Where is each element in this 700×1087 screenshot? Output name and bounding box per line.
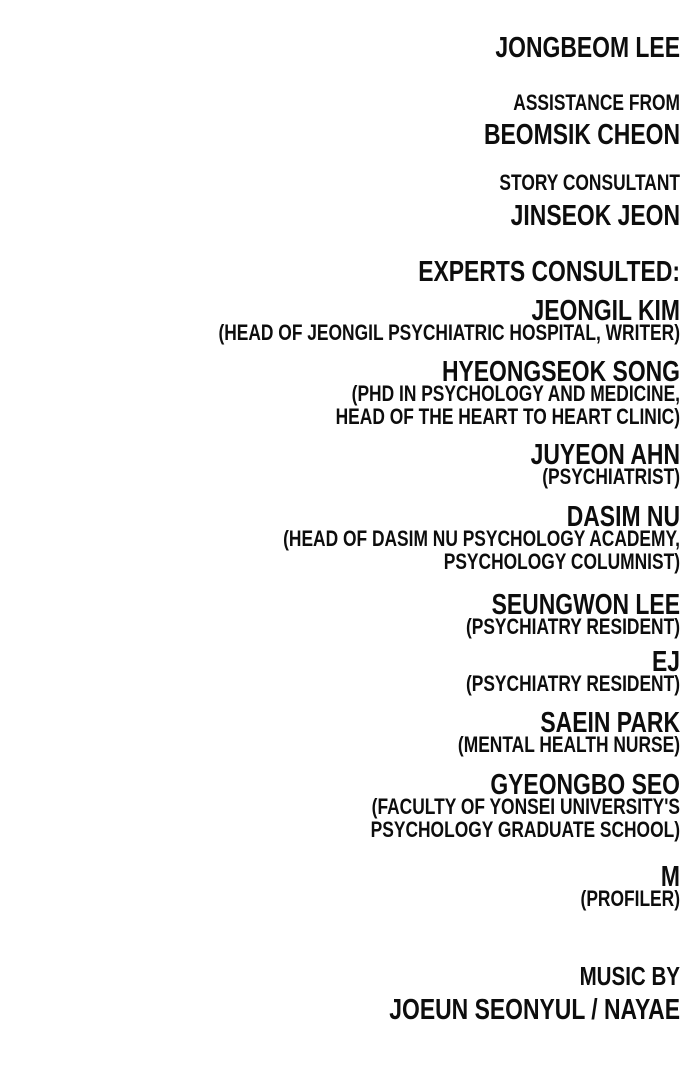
expert-detail: (PROFILER) xyxy=(580,886,680,911)
credit-role-label: ASSISTANCE FROM xyxy=(513,90,680,115)
expert-detail: HEAD OF THE HEART TO HEART CLINIC) xyxy=(335,404,680,429)
expert-name: SEUNGWON LEE xyxy=(491,589,680,621)
expert-detail: (MENTAL HEALTH NURSE) xyxy=(457,732,680,757)
credit-person-name: BEOMSIK CHEON xyxy=(483,119,680,151)
expert-name: GYEONGBO SEO xyxy=(490,769,680,801)
experts-heading: EXPERTS CONSULTED: xyxy=(418,256,680,288)
expert-detail: (PSYCHIATRY RESIDENT) xyxy=(465,614,680,639)
credit-person-name: JONGBEOM LEE xyxy=(495,32,680,64)
expert-detail: (PSYCHIATRY RESIDENT) xyxy=(465,671,680,696)
expert-name: JEONGIL KIM xyxy=(531,295,680,327)
credit-person-name: JOEUN SEONYUL / NAYAE xyxy=(389,994,680,1026)
expert-detail: (PHD IN PSYCHOLOGY AND MEDICINE, xyxy=(351,381,680,406)
credit-role-label: MUSIC BY xyxy=(579,961,680,991)
expert-detail: (FACULTY OF YONSEI UNIVERSITY'S xyxy=(371,794,680,819)
expert-name: JUYEON AHN xyxy=(530,439,680,471)
expert-detail: (PSYCHIATRIST) xyxy=(542,464,680,489)
expert-detail: (HEAD OF DASIM NU PSYCHOLOGY ACADEMY, xyxy=(283,526,680,551)
expert-name: EJ xyxy=(651,646,680,678)
expert-name: DASIM NU xyxy=(566,501,680,533)
expert-name: HYEONGSEOK SONG xyxy=(441,356,680,388)
credit-person-name: JINSEOK JEON xyxy=(510,200,680,232)
expert-detail: PSYCHOLOGY GRADUATE SCHOOL) xyxy=(370,817,680,842)
expert-detail: (HEAD OF JEONGIL PSYCHIATRIC HOSPITAL, WRITER) xyxy=(218,320,680,345)
credit-role-label: STORY CONSULTANT xyxy=(499,170,680,195)
expert-name: SAEIN PARK xyxy=(540,707,680,739)
expert-name: M xyxy=(660,861,680,893)
expert-detail: PSYCHOLOGY COLUMNIST) xyxy=(443,549,680,574)
